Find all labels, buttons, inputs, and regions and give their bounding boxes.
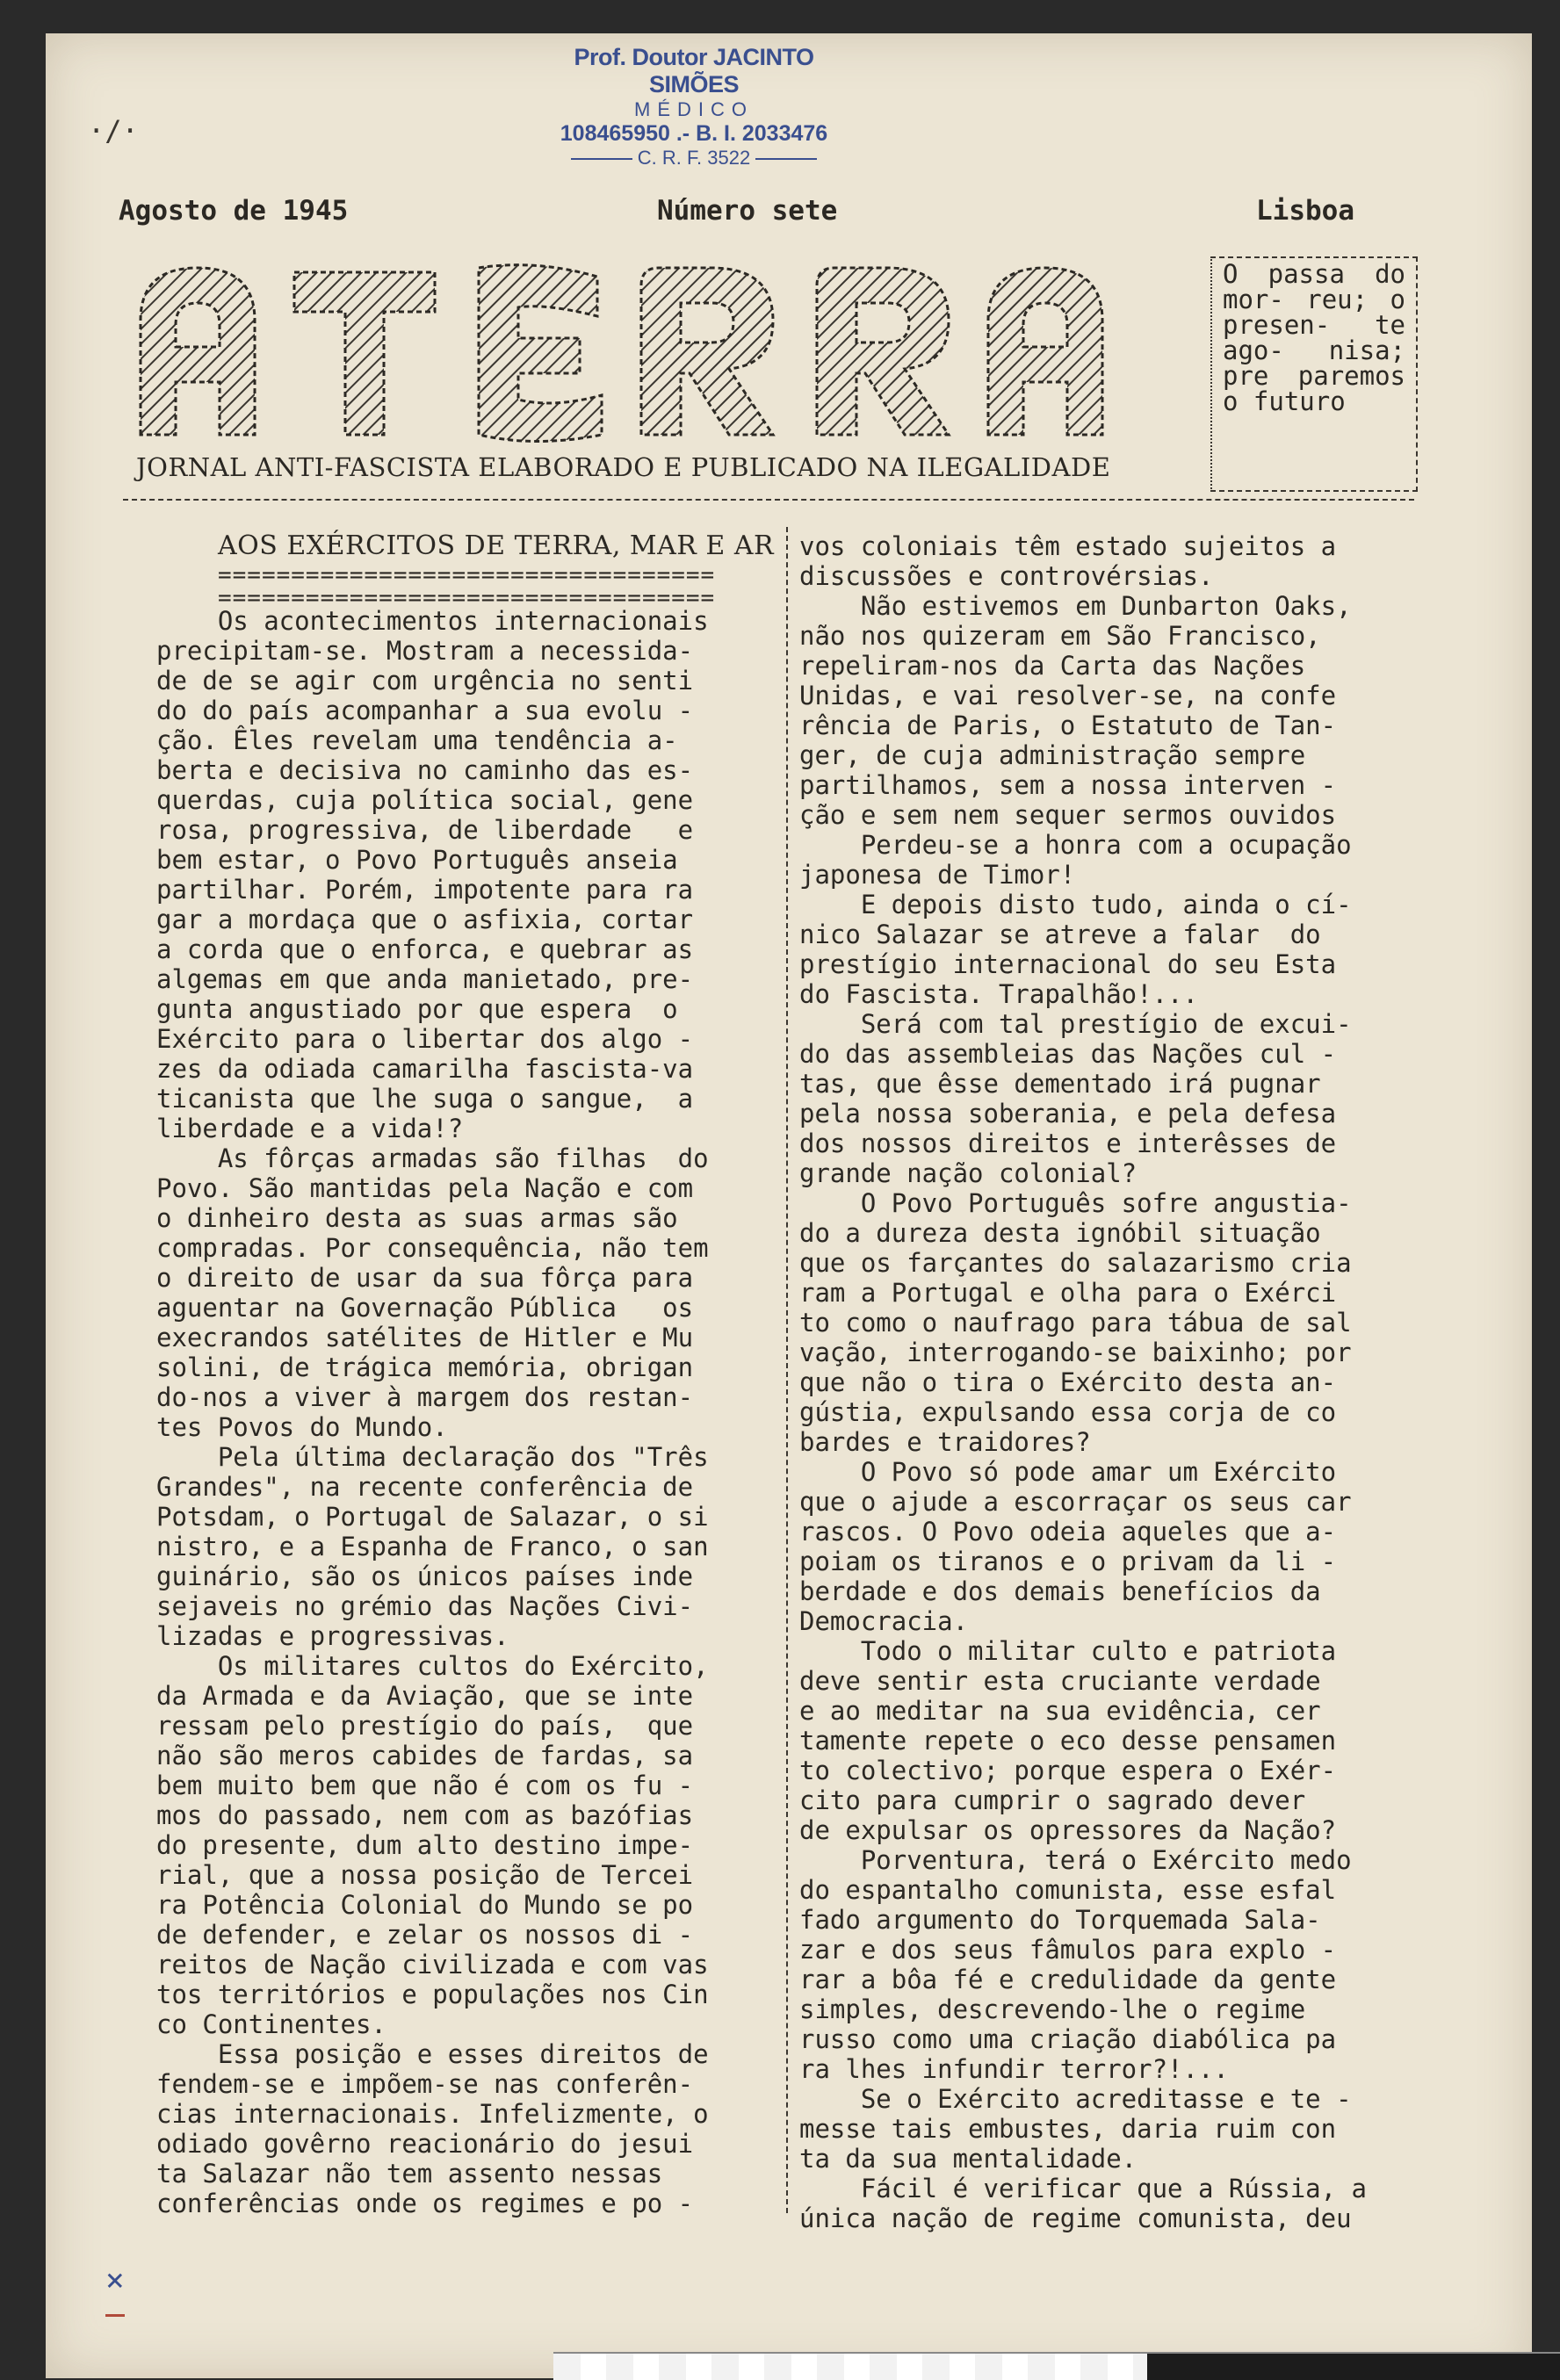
article-column-left: Os acontecimentos internacionais precipitam-se. Mostram a necessida- de de se agir com urgência no senti do do país acompanhar a sua evolu - ção. Êles revelam uma tendência a- berta e decisiva no caminho das es- querdas, cuja política social, gene rosa, progressiva, de liberdade e bem estar, o Povo Português anseia partilhar. Porém, impotente para ra gar a mordaça que o asfixia, cortar a corda que o enforca, e quebrar as algemas em que anda manietado, pre- gunta angustiado por que espera o Exército para o libertar dos algo - zes da odiada camarilha fascista-va ticanista que lhe suga o sangue, a liberdade e a vida!? As fôrças armadas são filhas do Povo. São mantidas pela Nação e com o dinheiro desta as suas armas são compradas. Por consequência, não tem o direito de usar da sua fôrça para aguentar na Governação Pública os execrandos satélites de Hitler e Mu solini, de trágica memória, obrigan do-nos a viver à margem dos restan- tes Povos do Mundo. Pela última declaração dos "Três Grandes", na recente conferência de Potsdam, o Portugal de Salazar, o si nistro, e a Espanha de Franco, o san guinário, são os únicos países inde sejaveis no grémio das Nações Civi- lizadas e progressivas. Os militares cultos do Exército, da Armada e da Aviação, que se inte ressam pelo prestígio do país, que não são meros cabides de fardas, sa bem muito bem que não é com os fu - mos do passado, nem com as bazófias do presente, dum alto destino impe- rial, que a nossa posição de Tercei ra Potência Colonial do Mundo se po de defender, e zelar os nossos di - reitos de Nação civilizada e com vas tos territórios e populações nos Cin co Continentes. Essa posição e esses direitos de fendem-se e impõem-se nas conferên- cias internacionais. Infelizmente, o odiado govêrno reacionário do jesui ta Salazar não tem assento nessas conferências onde os regimes e po - <box>156 606 709 2218</box>
doctor-stamp <box>527 44 861 169</box>
title-underline: ================================== <box>218 562 716 588</box>
motto-box: O passa do mor- reu; o presen- te ago- nisa; pre paremos o futuro <box>1210 256 1418 492</box>
stamp-profession: MÉDICO <box>634 98 754 120</box>
title-underline: ================================== <box>218 585 716 611</box>
masthead-logo <box>123 242 1230 452</box>
ruler-dark-segment <box>1147 2354 1560 2380</box>
issue-number: Número sete <box>657 195 838 227</box>
column-divider <box>786 527 788 2213</box>
stamp-crf: C. R. F. 3522 <box>637 147 751 169</box>
masthead-subtitle: JORNAL ANTI-FASCISTA ELABORADO E PUBLICADO NA ILEGALIDADE <box>136 452 1111 482</box>
issue-date: Agosto de 1945 <box>119 195 349 227</box>
article-title: AOS EXÉRCITOS DE TERRA, MAR E AR <box>218 530 775 561</box>
scale-ruler <box>553 2352 1560 2380</box>
issue-city: Lisboa <box>1256 195 1354 227</box>
article-column-right: vos coloniais têm estado sujeitos a discussões e controvérsias. Não estivemos em Dunbarton Oaks, não nos quizeram em São Francisco, repeliram-nos da Carta das Nações Unidas, e vai resolver-se, na confe rência de Paris, o Estatuto de Tan- ger, de cuja administração sempre partilhamos, sem a nossa interven - ção e sem nem sequer sermos ouvidos Perdeu-se a honra com a ocupação japonesa de Timor! E depois disto tudo, ainda o cí- nico Salazar se atreve a falar do prestígio internacional do seu Esta do Fascista. Trapalhão!... Será com tal prestígio de excui- do das assembleias das Nações cul - tas, que êsse dementado irá pugnar pela nossa soberania, e pela defesa dos nossos direitos e interêsses de grande nação colonial? O Povo Português sofre angustia- do a dureza desta ignóbil situação que os farçantes do salazarismo cria ram a Portugal e olha para o Exérci to como o naufrago para tábua de sal vação, interrogando-se baixinho; por que não o tira o Exército desta an- gústia, expulsando essa corja de co bardes e traidores? O Povo só pode amar um Exército que o ajude a escorraçar os seus car rascos. O Povo odeia aqueles que a- poiam os tiranos e o privam da li - berdade e dos demais benefícios da Democracia. Todo o militar culto e patriota deve sentir esta cruciante verdade e ao meditar na sua evidência, cer tamente repete o eco desse pensamen to colectivo; porque espera o Exér- cito para cumprir o sagrado dever de expulsar os opressores da Nação? Porventura, terá o Exército medo do espantalho comunista, esse esfal fado argumento do Torquemada Sala- zar e dos seus fâmulos para explo - rar a bôa fé e credulidade da gente simples, descrevendo-lhe o regime russo como uma criação diabólica pa ra lhes infundir terror?!... Se o Exército acreditasse e te - messe tais embustes, daria ruim con ta da sua mentalidade. Fácil é verificar que a Rússia, a única nação de regime comunista, deu <box>799 531 1368 2233</box>
ink-mark: ·/· <box>88 114 139 148</box>
pencil-x-mark: × <box>105 2262 125 2298</box>
red-pencil-mark <box>105 2314 125 2317</box>
stamp-ids: 108465950 .- B. I. 2033476 <box>560 121 828 146</box>
stamp-name: Prof. Doutor JACINTO SIMÕES <box>574 44 814 97</box>
header-divider <box>123 499 1414 501</box>
